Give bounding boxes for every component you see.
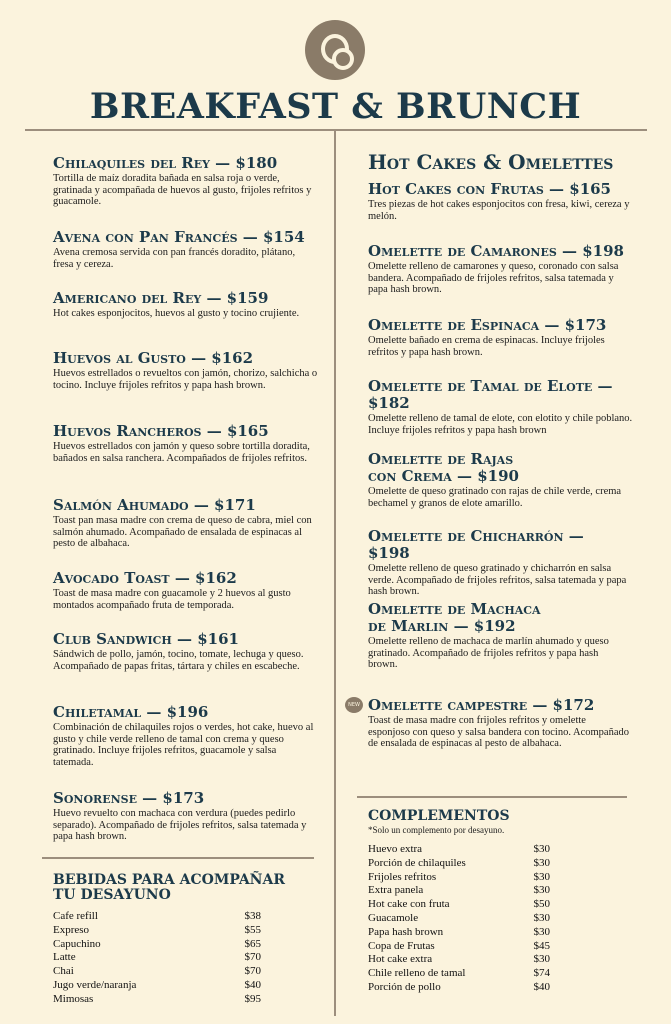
menu-item-name: Americano del Rey — $159 [53,289,269,307]
bebidas-title-line1: BEBIDAS PARA ACOMPAÑAR [53,872,285,888]
menu-item [368,697,630,750]
menu-item-description: Huevos estrellados con jamón y queso sobre tortilla doradita, bañados en salsa ranchera. Acompañados de frijoles refritos. [53,441,310,464]
menu-item [53,350,318,391]
menu-item-name: Omelette de Tamal de Elote — $182 [368,377,613,412]
price-row-price: $40 [244,978,261,991]
menu-item-description: Toast de masa madre con guacamole y 2 huevos al gusto montados acompañado fruta de temporada. [53,588,291,611]
price-row-price: $95 [244,992,261,1005]
price-row-price: $45 [533,939,550,952]
price-row-name: Guacamole [368,911,419,924]
price-row [368,857,550,871]
menu-item-name: Sonorense — $173 [53,789,205,807]
price-row-name: Chile relleno de tamal [368,967,466,980]
menu-item [53,229,318,270]
menu-item-name: Omelette de Espinaca — $173 [368,316,607,334]
price-row-name: Porción de pollo [368,980,441,993]
price-row [53,993,261,1007]
price-row [368,898,550,912]
price-row-name: Papa hash brown [368,925,444,938]
price-row-name: Extra panela [368,884,424,897]
menu-item-name: Avocado Toast — $162 [53,569,237,587]
menu-item-name: Chiletamal — $196 [53,703,209,721]
column-divider [334,131,336,1016]
menu-item [53,790,318,843]
price-row-price: $30 [533,884,550,897]
menu-item [368,181,630,222]
menu-item-description: Huevos estrellados o revueltos con jamón, chorizo, salchicha o tocino. Incluye frijoles refritos y papa hash brown. [53,368,318,391]
price-row [368,884,550,898]
menu-item [53,423,318,464]
menu-item-name-line1: Omelette de Rajas [368,450,514,468]
menu-item-name [368,601,630,635]
complementos-title: COMPLEMENTOS [368,808,510,824]
menu-item [53,570,318,611]
price-row [53,965,261,979]
price-row-name: Mimosas [53,992,94,1005]
menu-item-description: Omelette relleno de camarones y queso, coronado con salsa bandera. Acompañado de frijoles refritos, salsa tatemada y papa hash brown. [368,261,619,295]
price-row [368,912,550,926]
menu-item-name [368,451,630,485]
menu-item-name: Omelette de Camarones — $198 [368,242,624,260]
menu-item [368,378,638,436]
price-row-price: $74 [533,967,550,980]
menu-item-description: Omelette de queso gratinado con rajas de chile verde, crema bechamel y granos de elote amarillo. [368,486,622,509]
menu-item [368,451,630,509]
logo-ring-small [332,48,354,70]
header-divider [25,129,647,131]
price-row-name: Porción de chilaquiles [368,856,466,869]
price-row [368,843,550,857]
complementos-note: *Solo un complemento por desayuno. [368,825,505,835]
price-row-price: $30 [533,925,550,938]
price-row-name: Expreso [53,923,90,936]
price-row-name: Hot cake extra [368,953,433,966]
price-row-price: $30 [533,843,550,855]
price-row-price: $40 [533,980,550,993]
menu-item-description: Huevo revuelto con machaca con verdura (puedes pedirlo separado). Acompañado de frijoles refritos, salsa tatemada y papa hash brown. [53,808,307,842]
menu-item-name: Huevos al Gusto — $162 [53,349,254,367]
menu-item-name: Salmón Ahumado — $171 [53,496,256,514]
price-row [368,953,550,967]
menu-item [368,243,630,296]
price-row [368,981,550,995]
menu-item-description: Combinación de chilaquiles rojos o verdes, hot cake, huevo al gusto y chile verde relleno de tamal con crema y queso gratinado. Incluye frijoles refritos, guacamole y salsa tatemada. [53,722,314,768]
menu-item-description: Avena cremosa servida con pan francés doradito, plátano, fresa y cereza. [53,247,296,270]
menu-item [368,317,630,358]
menu-item-name: Huevos Rancheros — $165 [53,422,269,440]
menu-item [53,631,318,672]
menu-item-description: Omelette bañado en crema de espinacas. Incluye frijoles refritos y papa hash brown. [368,335,605,358]
price-row-price: $50 [533,898,550,911]
price-row-name: Frijoles refritos [368,870,437,883]
price-row-price: $30 [533,870,550,883]
menu-item-description: Omelette relleno de tamal de elote, con elotito y chile poblano. Incluye frijoles refritos y papa hash brown [368,413,633,436]
price-row-name: Jugo verde/naranja [53,978,137,991]
price-row-name: Hot cake con fruta [368,898,450,911]
menu-item-name: Omelette de Chicharrón — $198 [368,527,584,562]
menu-item-description: Tres piezas de hot cakes esponjocitos con fresa, kiwi, cereza y melón. [368,199,630,222]
menu-item [53,497,318,550]
menu-item [368,601,630,671]
price-row-price: $70 [244,965,261,978]
price-row [368,871,550,885]
price-row-name: Latte [53,951,76,964]
section-title: Hot Cakes & Omelettes [368,150,614,174]
price-row [368,967,550,981]
menu-item-description: Toast de masa madre con frijoles refritos y omelette esponjoso con queso y salsa bandera con tocino. Acompañado de ensalada de espinacas al pesto de albahaca. [368,715,629,749]
price-row-name: Capuchino [53,937,101,950]
price-row-name: Chai [53,965,74,978]
restaurant-logo [305,20,365,80]
price-row [53,924,261,938]
menu-item [53,155,318,208]
menu-item [53,290,318,320]
menu-item-description: Sándwich de pollo, jamón, tocino, tomate, lechuga y queso. Acompañado de papas fritas, tártara y chiles en escabeche. [53,649,304,672]
menu-item-name-line1: Omelette de Machaca [368,600,541,618]
menu-item [368,528,630,598]
price-row-price: $70 [244,951,261,964]
menu-item-name: Club Sandwich — $161 [53,630,239,648]
price-row [368,926,550,940]
complementos-divider [357,796,627,798]
complementos-list [368,843,550,995]
menu-item-description: Omelette relleno de queso gratinado y chicharrón en salsa verde. Acompañado de frijoles refritos, salsa tatemada y papa hash brown. [368,563,627,597]
price-row-name: Huevo extra [368,843,423,855]
menu-item-name: Omelette campestre — $172 [368,696,595,714]
bebidas-title [53,873,313,903]
bebidas-divider [42,857,314,859]
page-title: BREAKFAST & BRUNCH [89,86,582,127]
price-row [53,910,261,924]
menu-item-description: Hot cakes esponjocitos, huevos al gusto y tocino crujiente. [53,308,300,319]
price-row [53,938,261,952]
menu-item-description: Omelette relleno de machaca de marlín ahumado y queso gratinado. Acompañado de frijoles refritos y papa hash brown. [368,636,609,670]
menu-item-name: Hot Cakes con Frutas — $165 [368,180,611,198]
menu-item-description: Tortilla de maíz doradita bañada en salsa roja o verde, gratinada y acompañada de huevos al gusto, frijoles refritos y guacamole. [53,173,312,207]
menu-item [53,704,318,768]
price-row-price: $55 [244,923,261,936]
menu-item-name: Avena con Pan Francés — $154 [53,228,305,246]
price-row-name: Cafe refill [53,910,98,922]
bebidas-list [53,910,261,1007]
price-row [53,951,261,965]
menu-item-name-line2: de Marlin — $192 [368,617,516,635]
menu-item-description: Toast pan masa madre con crema de queso de cabra, miel con salmón ahumado. Acompañado de ensalada de espinacas al pesto de albahaca. [53,515,312,549]
price-row-price: $38 [244,910,261,922]
bebidas-title-line2: TU DESAYUNO [53,887,171,903]
price-row-price: $30 [533,953,550,966]
price-row-price: $65 [244,937,261,950]
price-row [53,979,261,993]
price-row-name: Copa de Frutas [368,939,435,952]
new-badge: NEW [345,697,363,713]
menu-item-name: Chilaquiles del Rey — $180 [53,154,278,172]
price-row [368,940,550,954]
menu-item-name-line2: con Crema — $190 [368,467,519,485]
price-row-price: $30 [533,856,550,869]
price-row-price: $30 [533,911,550,924]
